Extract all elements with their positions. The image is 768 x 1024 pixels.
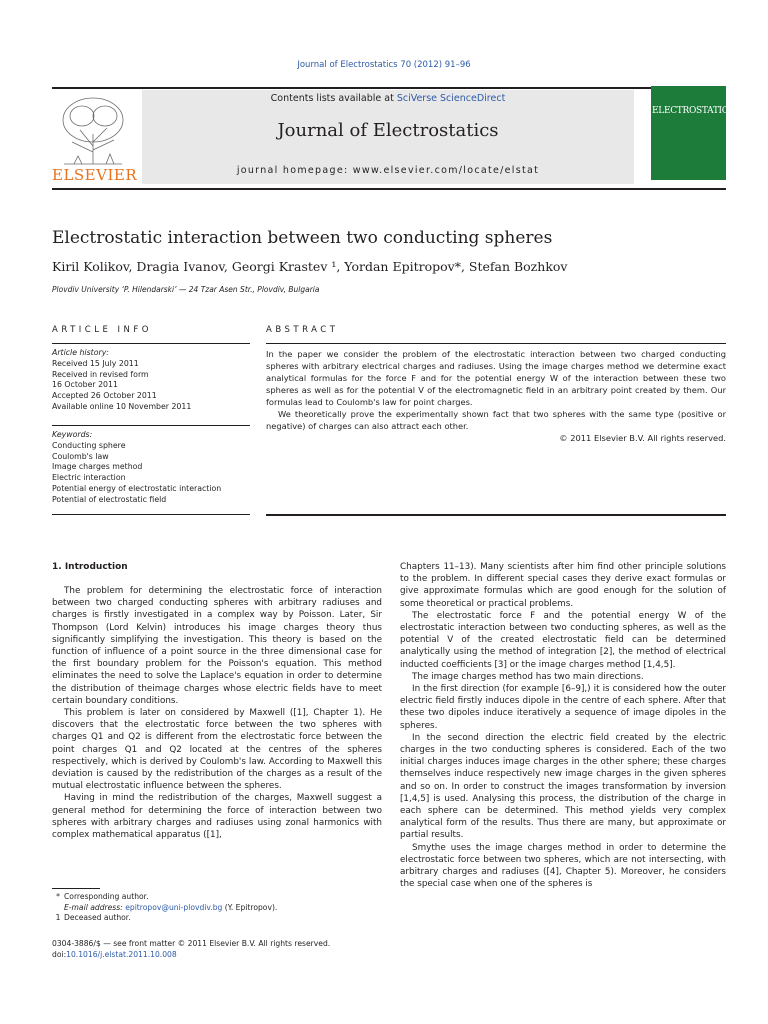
doi-prefix: doi: <box>52 950 67 959</box>
bottom-metadata <box>52 938 330 960</box>
contents-line <box>142 93 634 104</box>
article-info-bottom-rule <box>52 514 250 515</box>
email-suffix: (Y. Epitropov). <box>224 902 278 912</box>
history-item: Accepted 26 October 2011 <box>52 391 157 401</box>
body-paragraph: In the first direction (for example [6–9],) it is considered how the outer electric field firstly induces dipole in the centre of each sphere. After that these two dipoles induce iteratively a sequence of image dipoles in the spheres. <box>400 684 726 731</box>
section-heading-introduction: 1. Introduction <box>52 562 128 572</box>
keyword-item: Potential of electrostatic field <box>52 494 167 504</box>
email-link[interactable]: epitropov@uni-plovdiv.bg <box>125 902 223 912</box>
footnote-text: Deceased author. <box>64 913 131 923</box>
footnote-email <box>52 903 277 914</box>
history-label: Article history: <box>52 348 109 357</box>
header-top-rule <box>52 87 726 89</box>
history-item: 16 October 2011 <box>52 380 118 390</box>
affiliation: Plovdiv University ‘P. Hilendarski’ — 24 Tzar Asen Str., Plovdiv, Bulgaria <box>52 285 320 294</box>
journal-homepage[interactable]: journal homepage: www.elsevier.com/locate/elstat <box>236 165 540 176</box>
footnote-corresponding <box>52 892 277 903</box>
contents-prefix: Contents lists available at <box>270 93 397 104</box>
body-paragraph: Having in mind the redistribution of the charges, Maxwell suggest a general method for determining the force of interaction between two spheres with arbitrary charges and radiuses using zonal harmonics with complex mathematical apparatus ([1], <box>52 793 382 841</box>
doi-link[interactable]: 10.1016/j.elstat.2011.10.008 <box>66 950 177 959</box>
issn-line: 0304-3886/$ — see front matter © 2011 Elsevier B.V. All rights reserved. <box>52 939 331 948</box>
footnote-mark: 1 <box>55 913 61 923</box>
abstract-heading: ABSTRACT <box>266 325 339 335</box>
right-column <box>400 561 726 890</box>
header-bottom-rule <box>52 188 726 190</box>
keywords-label: Keywords: <box>52 430 93 439</box>
footnote-mark: * <box>56 892 60 901</box>
history-item: Received 15 July 2011 <box>52 358 139 368</box>
history-item: Received in revised form <box>52 369 149 379</box>
abstract-bottom-rule <box>266 514 726 516</box>
history-item: Available online 10 November 2011 <box>52 401 192 411</box>
elsevier-wordmark: ELSEVIER <box>52 166 138 184</box>
journal-cover[interactable] <box>651 86 735 180</box>
keyword-item: Conducting sphere <box>52 440 126 450</box>
paper-title: Electrostatic interaction between two conducting spheres <box>52 228 553 248</box>
journal-title: Journal of Electrostatics <box>277 120 499 141</box>
body-paragraph: The problem for determining the electrostatic force of interaction between two charged conducting spheres with arbitrary radiuses and charges is firstly investigated in a complex way by Poisson. Later, Sir Thompson (Lord Kelvin) introduces his image charges theory thus significantly simplifying the investigation. This theory is based on the function of influence of a point source in the three dimensional case for the first boundary problem for the Poisson's equation. This method eliminates the need to solve the Laplace's equation in order to determine the distribution of theimage charges whose electric fields have to meet certain boundary conditions. <box>52 586 382 706</box>
email-label: E-mail address: <box>64 902 123 912</box>
doi-line <box>52 949 330 960</box>
keywords <box>52 430 221 506</box>
footnotes <box>52 892 277 924</box>
body-paragraph: The electrostatic force F and the potential energy W of the electrostatic interaction between two conducting spheres, as well as the potential V of the created electrostatic field can be determined analytically using the method of integration [2], the method of electrical inducted coefficients [3] or the image charges method [1,4,5]. <box>400 610 726 670</box>
footnote-rule <box>52 888 100 889</box>
body-paragraph: Chapters 11–13). Many scientists after him find other principle solutions to the problem. In different special cases they derive exact formulas or give approximate formulas which are good enough for the solution of some theoretical or practical problems. <box>400 562 726 609</box>
abstract-paragraph: In the paper we consider the problem of the electrostatic interaction between two charged conducting spheres with arbitrary electrical charges and radiuses. Using the image charges method we determine exact analytical formulas for the force F and for the potential energy W of the interaction between these two spheres as well as for the potential V of the electromagnetic field in an arbitrary point created by them. Our formulas lead to Coulomb's law for point charges. <box>266 349 726 407</box>
abstract-rule <box>266 343 726 344</box>
sciverse-link[interactable]: SciVerse ScienceDirect <box>396 93 506 104</box>
abstract-paragraph: We theoretically prove the experimentally shown fact that two spheres with the same type (positive or negative) of charges can also attract each other. <box>266 409 726 431</box>
body-paragraph: The image charges method has two main directions. <box>412 671 644 682</box>
keyword-item: Potential energy of electrostatic interaction <box>52 483 222 493</box>
body-paragraph: In the second direction the electric field created by the electric charges in the two conducting spheres is considered. Each of the two initial charges induces image charges in the other sphere; these charges themselves induce respectively new image charges in the given spheres and so on. In order to construct the images transformation by inversion [1,4,5] is used. Analysing this process, the distribution of the charge in each sphere can be determined. This method yields very complex analytical form of the results. Thus there are many, but approximate or partial results. <box>400 732 726 841</box>
article-info-rule <box>52 343 250 344</box>
journal-reference[interactable]: Journal of Electrostatics 70 (2012) 91–96 <box>297 60 471 70</box>
footnote-text: Corresponding author. <box>64 892 149 901</box>
footnote-deceased <box>52 913 277 924</box>
keyword-item: Coulomb's law <box>52 451 109 461</box>
abstract-text <box>266 348 726 444</box>
body-paragraph: This problem is later on considered by Maxwell ([1], Chapter 1). He discovers that the electrostatic force between the two spheres with charges Q1 and Q2 is different from the electrostatic force between the point charges Q1 and Q2 located at the centres of the spheres respectively, which is derived by Coulomb's law. According to Maxwell this deviation is caused by the redistribution of the charges as a result of the mutual electrostatic influence between the spheres. <box>52 708 382 792</box>
keyword-item: Image charges method <box>52 462 143 472</box>
article-info-heading: ARTICLE INFO <box>52 325 152 335</box>
keyword-item: Electric interaction <box>52 473 126 483</box>
journal-cover-title: ELECTROSTATICS <box>652 106 735 116</box>
article-history <box>52 348 191 413</box>
copyright-notice: © 2011 Elsevier B.V. All rights reserved. <box>559 433 726 443</box>
left-column <box>52 585 382 841</box>
author-list: Kiril Kolikov, Dragia Ivanov, Georgi Krastev ¹, Yordan Epitropov*, Stefan Bozhkov <box>52 259 568 274</box>
body-paragraph: Smythe uses the image charges method in order to determine the electrostatic force between two spheres, which are not intersecting, with arbitrary charges and radiuses ([4], Chapter 5). Moreover, he considers the special case when one of the spheres is <box>400 842 726 890</box>
keywords-rule <box>52 425 250 426</box>
